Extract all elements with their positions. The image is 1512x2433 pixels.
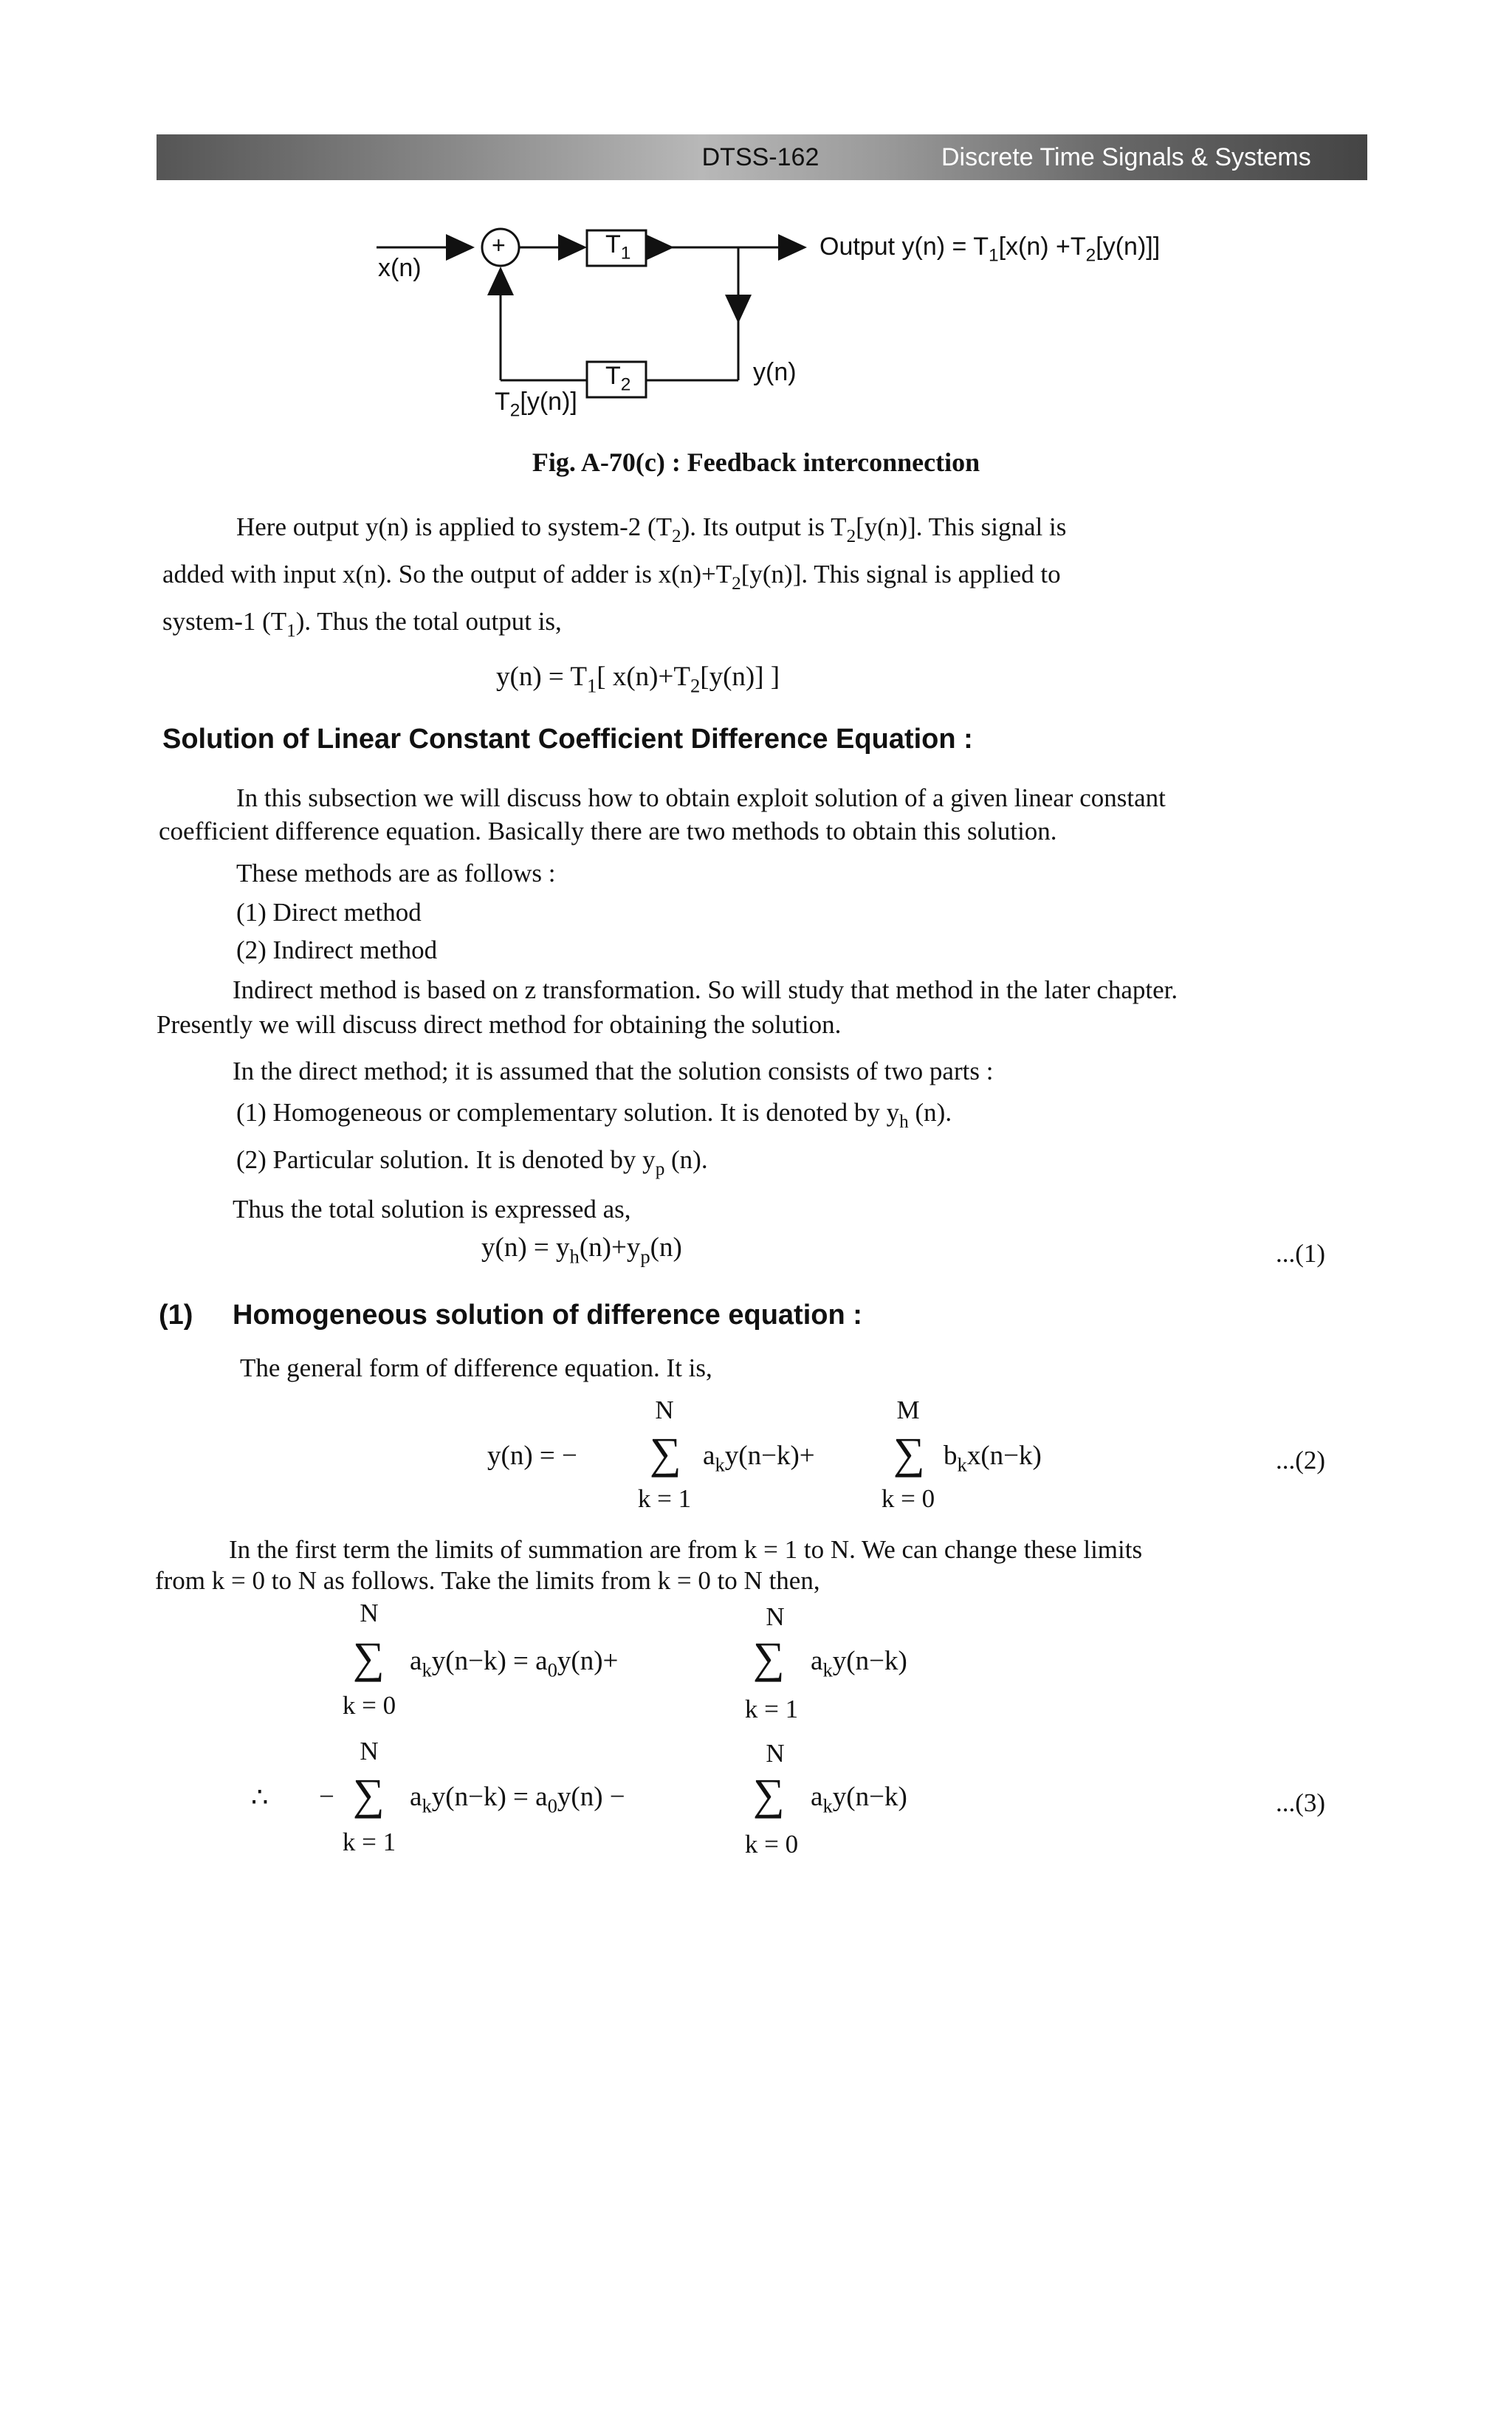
subsection-heading: Homogeneous solution of difference equation : bbox=[233, 1300, 862, 1331]
eq2-sigma-2: ∑ bbox=[893, 1429, 925, 1478]
figure-caption: Fig. A-70(c) : Feedback interconnection bbox=[532, 447, 980, 477]
section-heading: Solution of Linear Constant Coefficient Difference Equation : bbox=[162, 724, 973, 755]
section-p4: In the direct method; it is assumed that the solution consists of two parts : bbox=[233, 1057, 994, 1085]
eqa-upper-limit-1: N bbox=[360, 1599, 379, 1627]
eq2-sigma-1: ∑ bbox=[650, 1429, 681, 1478]
eqa-sigma-1: ∑ bbox=[353, 1633, 385, 1682]
section-p3-line2: Presently we will discuss direct method for obtaining the solution. bbox=[157, 1010, 842, 1039]
eq3-term-1: $a_ky(n-k) = a_0y(n)$ − bbox=[410, 1782, 625, 1817]
section-p5: Thus the total solution is expressed as, bbox=[233, 1195, 631, 1224]
t2-label: $T_2$ bbox=[605, 362, 631, 395]
eqa-upper-limit-2: N bbox=[766, 1602, 785, 1631]
intro-line-1: Here output y(n) is applied to system-2 $(T_2)$. Its output is $T_2[y(n)]$. This signal is bbox=[236, 512, 1067, 546]
eq2-term-1: $a_ky(n-k)+$ bbox=[703, 1441, 815, 1476]
method-direct: (1) Direct method bbox=[236, 898, 422, 927]
subsection-p2-line1: In the first term the limits of summation are from k = 1 to N. We can change these limits bbox=[229, 1535, 1143, 1564]
methods-intro: These methods are as follows : bbox=[236, 859, 556, 888]
eq3-minus: − bbox=[319, 1782, 334, 1812]
equation-1: $y(n) = y_h(n)+y_p(n)$ bbox=[481, 1232, 682, 1268]
eqa-term-2: $a_ky(n-k)$ bbox=[811, 1646, 907, 1681]
eq2-upper-limit-2: M bbox=[896, 1396, 920, 1424]
adder-symbol: + bbox=[492, 232, 506, 258]
intro-line-3: system-1 $(T_1)$. Thus the total output is, bbox=[162, 607, 562, 641]
section-p1-line1: In this subsection we will discuss how to obtain exploit solution of a given linear constant bbox=[236, 783, 1166, 812]
equation-1-number: ...(1) bbox=[1276, 1239, 1326, 1268]
part-particular: (2) Particular solution. It is denoted by $y_p$ (n). bbox=[236, 1145, 708, 1179]
eq3-lower-limit-1: k = 1 bbox=[342, 1828, 396, 1856]
eq2-upper-limit-1: N bbox=[655, 1396, 674, 1424]
eq3-sigma-2: ∑ bbox=[753, 1770, 785, 1819]
part-homogeneous: (1) Homogeneous or complementary solution. It is denoted by $y_h$ (n). bbox=[236, 1098, 952, 1132]
eq3-upper-limit-1: N bbox=[360, 1737, 379, 1765]
eq2-lhs: y(n) = − bbox=[487, 1441, 577, 1471]
eq3-upper-limit-2: N bbox=[766, 1739, 785, 1768]
eq2-term-2: $b_kx(n-k)$ bbox=[944, 1441, 1042, 1476]
subsection-p1: The general form of difference equation. It is, bbox=[240, 1353, 712, 1382]
eqa-lower-limit-2: k = 1 bbox=[744, 1695, 799, 1723]
total-output-equation: $y(n) = T_1$[ $x(n)+T_2[y(n)]$ ] bbox=[496, 662, 780, 697]
eqa-lower-limit-1: k = 0 bbox=[342, 1691, 396, 1720]
eq3-therefore: ∴ bbox=[251, 1782, 269, 1813]
subsection-number: (1) bbox=[159, 1300, 193, 1331]
intro-line-2: added with input x(n). So the output of adder is $x(n)+T_2[y(n)]$. This signal is applied to bbox=[162, 560, 1061, 594]
section-p1-line2: coefficient difference equation. Basically there are two methods to obtain this solution. bbox=[159, 817, 1057, 845]
eq3-term-2: $a_ky(n-k)$ bbox=[811, 1782, 907, 1817]
t1-label: $T_1$ bbox=[605, 230, 631, 264]
header-code: DTSS-162 bbox=[701, 143, 819, 171]
subsection-p2-line2: from k = 0 to N as follows. Take the limits from k = 0 to N then, bbox=[155, 1566, 820, 1595]
eqa-term-1: $a_ky(n-k) = a_0y(n)+$ bbox=[410, 1646, 619, 1681]
input-label: x(n) bbox=[378, 254, 422, 282]
equation-2-number: ...(2) bbox=[1276, 1446, 1326, 1475]
eq2-lower-limit-2: k = 0 bbox=[881, 1484, 935, 1513]
section-p3-line1: Indirect method is based on z transformation. So will study that method in the later chapter. bbox=[233, 975, 1178, 1004]
equation-3-number: ...(3) bbox=[1276, 1788, 1326, 1817]
method-indirect: (2) Indirect method bbox=[236, 936, 438, 964]
header-title: Discrete Time Signals & Systems bbox=[941, 143, 1311, 171]
eq3-sigma-1: ∑ bbox=[353, 1770, 385, 1819]
feedback-signal-label: y(n) bbox=[753, 358, 797, 386]
eq3-lower-limit-2: k = 0 bbox=[744, 1830, 799, 1859]
output-label: Output $y(n) = T_1[x(n) +T_2[y(n)]]$ bbox=[819, 233, 1161, 266]
eqa-sigma-2: ∑ bbox=[753, 1633, 785, 1682]
t2-output-label: $T_2[y(n)]$ bbox=[495, 388, 577, 421]
eq2-lower-limit-1: k = 1 bbox=[637, 1484, 692, 1513]
